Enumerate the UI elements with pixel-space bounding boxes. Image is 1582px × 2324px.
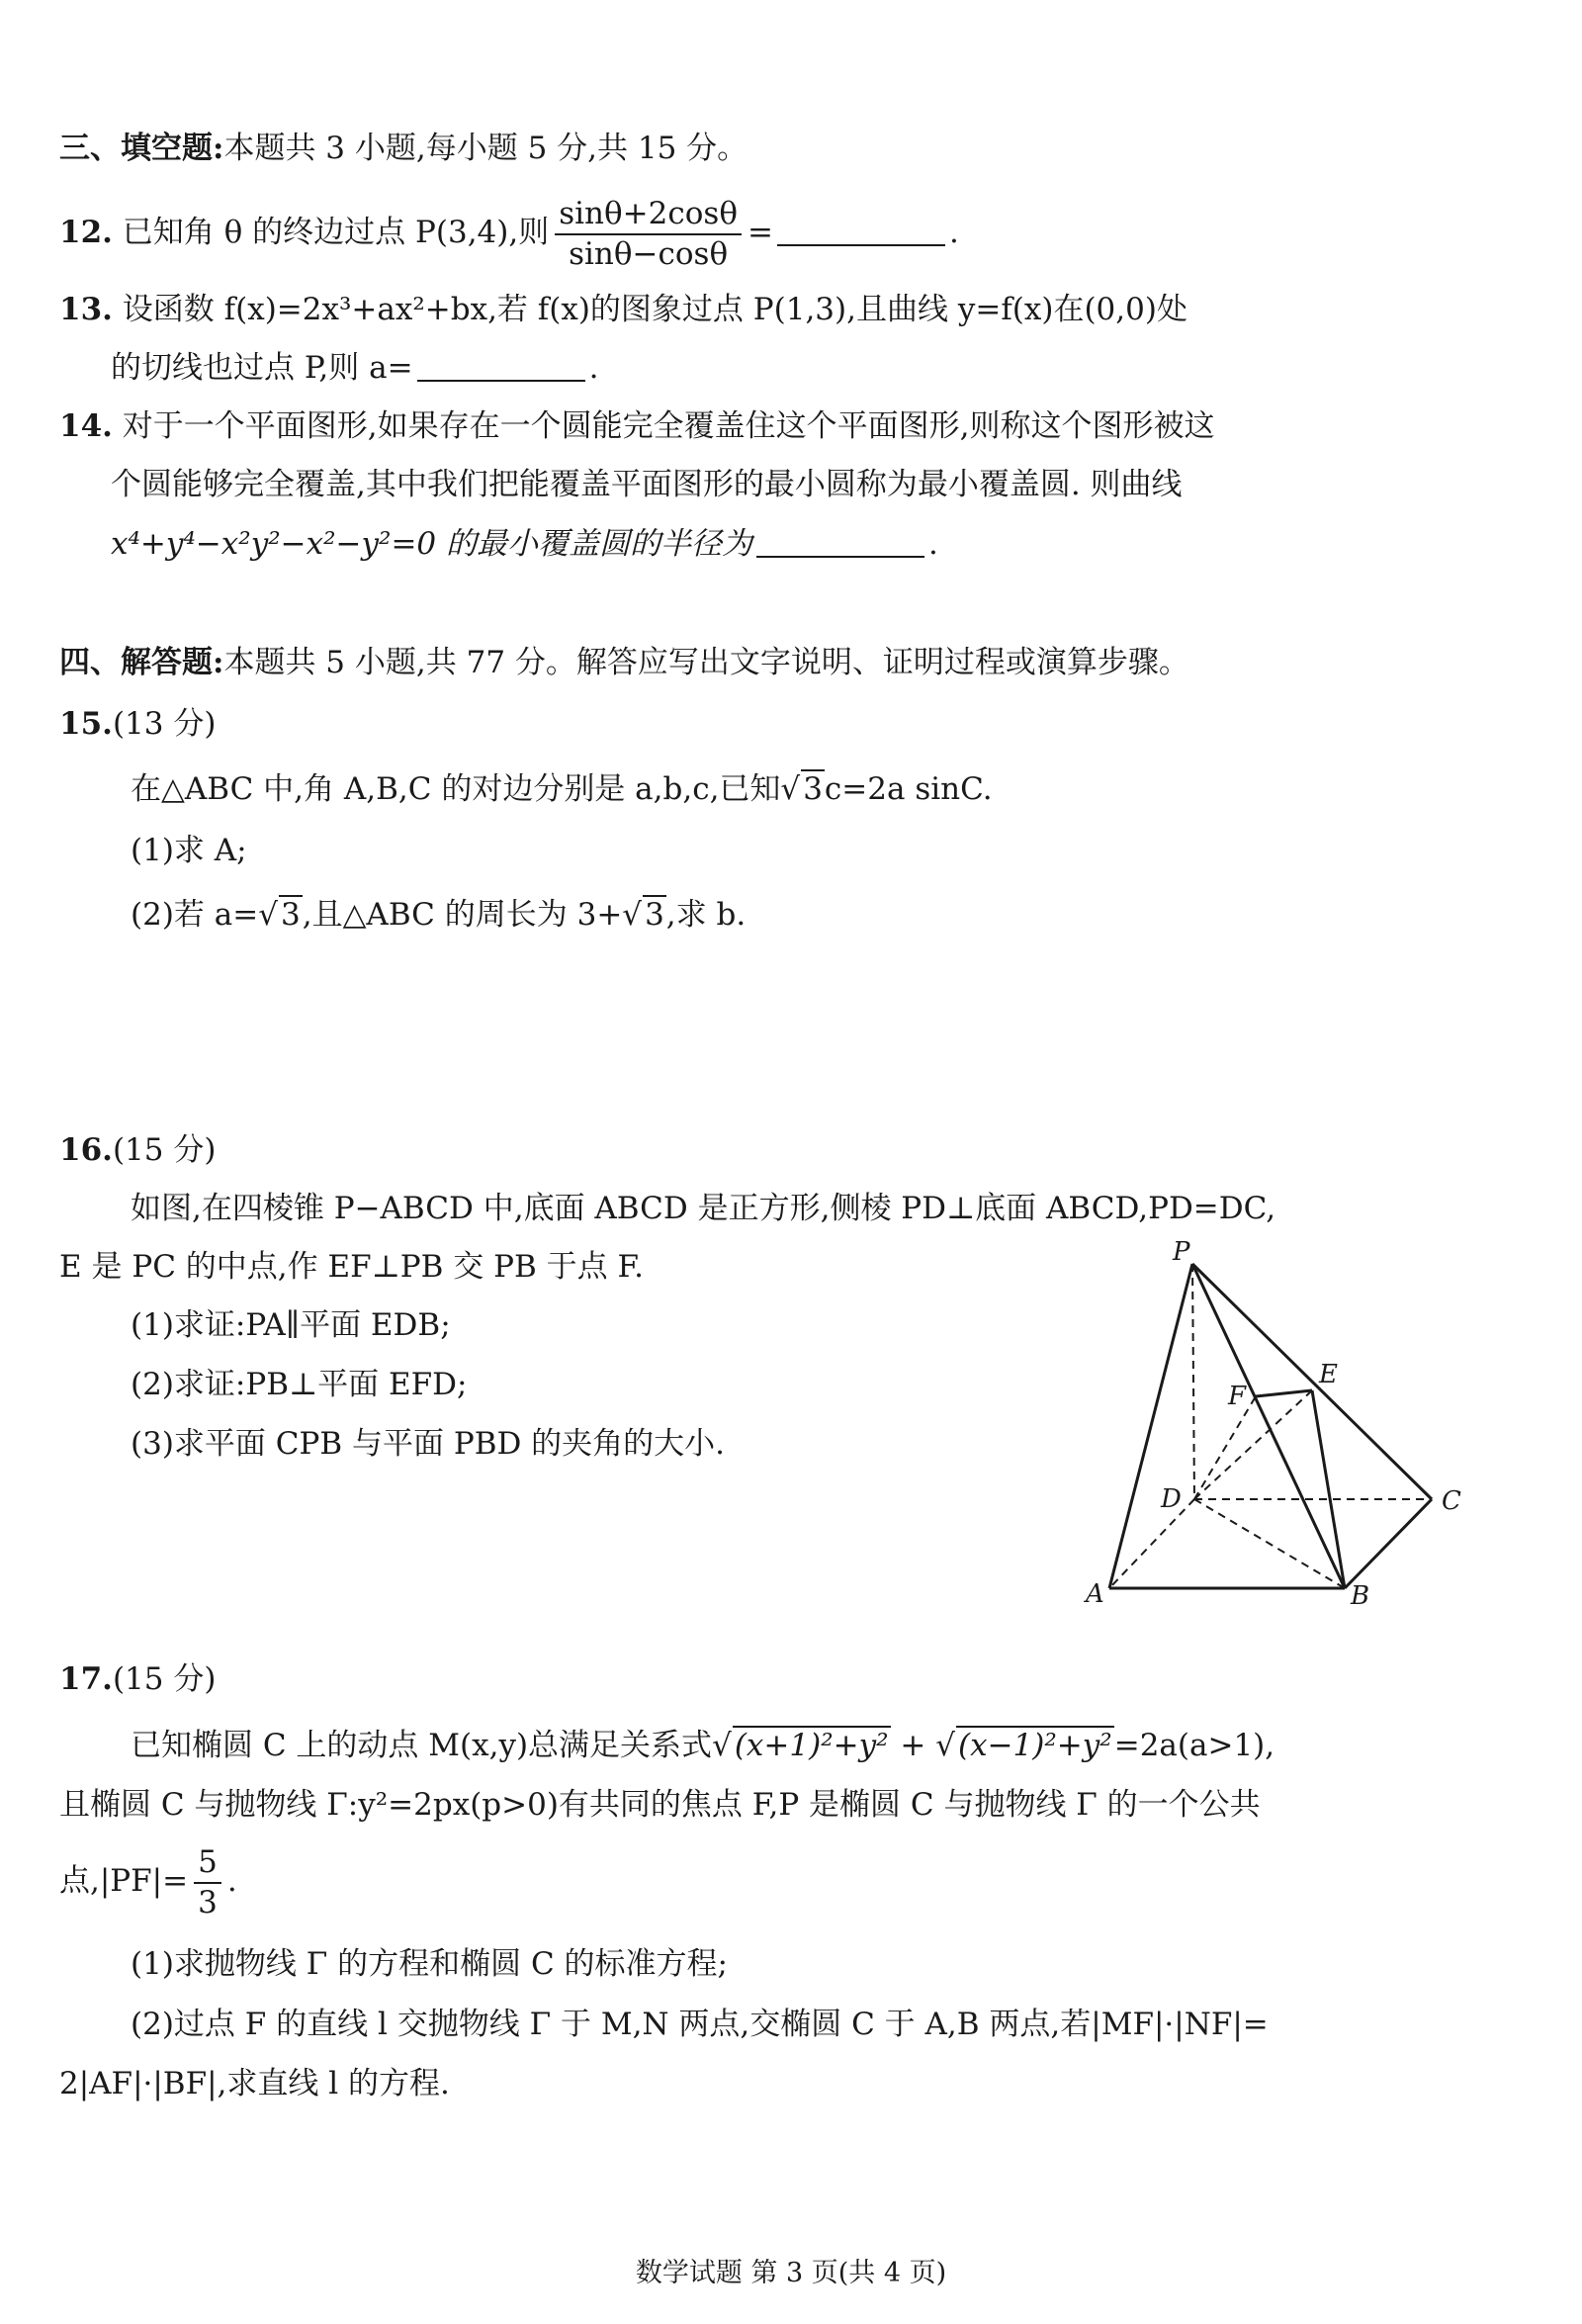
question-13	[59, 290, 1483, 329]
fraction-denominator: sinθ−cosθ	[569, 235, 729, 272]
question-17-score: (15 分)	[112, 1661, 217, 1697]
question-14-line2-row	[111, 465, 1535, 504]
question-14	[59, 406, 1483, 446]
question-17-part2-line1: (2)过点 F 的直线 l 交抛物线 Γ 于 M,N 两点,交椭圆 C 于 A,B 两点,若|MF|·|NF|=	[131, 2007, 1269, 2042]
question-15-header	[59, 704, 1483, 744]
question-13-line2: 的切线也过点 P,则 a=	[111, 350, 413, 386]
fraction-5-3	[194, 1845, 221, 1919]
question-17-part2	[131, 2005, 1554, 2044]
label-D: D	[1161, 1484, 1182, 1514]
section4-heading	[59, 643, 1483, 682]
question-17-line2: 且椭圆 C 与抛物线 Γ:y²=2px(p>0)有共同的焦点 F,P 是椭圆 C 与抛物线 Γ 的一个公共	[59, 1787, 1261, 1823]
question-13-cont	[111, 348, 1535, 388]
section3-title: 三、填空题:	[59, 131, 224, 166]
sqrt-expression-1: (x+1)²+y²	[734, 1728, 889, 1763]
sqrt-expression-2: (x−1)²+y²	[958, 1728, 1112, 1763]
edge-BC	[1345, 1499, 1432, 1588]
question-12-text: 已知角 θ 的终边过点 P(3,4),则	[122, 215, 550, 250]
sqrt-3: 3	[803, 771, 823, 807]
question-17-line1-b: =2a(a>1),	[1113, 1728, 1275, 1763]
question-17-line2-row	[59, 1785, 1483, 1825]
question-12-end: .	[948, 215, 959, 250]
label-E: E	[1319, 1360, 1338, 1389]
sqrt-3: 3	[645, 897, 664, 933]
question-14-line3: x⁴+y⁴−x²y²−x²−y²=0 的最小覆盖圆的半径为	[111, 526, 753, 562]
answer-blank-12[interactable]	[777, 217, 945, 246]
section3-heading	[59, 129, 1483, 168]
question-15-score: (13 分)	[112, 706, 217, 742]
question-12-equals: =	[747, 215, 773, 250]
edge-PD	[1192, 1264, 1194, 1499]
question-17-part2-line2: 2|AF|·|BF|,求直线 l 的方程.	[59, 2066, 450, 2101]
question-14-line3-row	[111, 524, 1535, 564]
question-14-line2: 个圆能够完全覆盖,其中我们把能覆盖平面图形的最小圆称为最小覆盖圆. 则曲线	[111, 467, 1183, 502]
question-17-part2-cont	[59, 2064, 1483, 2103]
question-16-part1-text: (1)求证:PA∥平面 EDB;	[131, 1307, 451, 1343]
question-17-part1-text: (1)求抛物线 Γ 的方程和椭圆 C 的标准方程;	[131, 1946, 728, 1982]
label-C: C	[1442, 1486, 1461, 1516]
page-footer: 数学试题 第 3 页(共 4 页)	[635, 2258, 947, 2288]
question-17-line3	[59, 1841, 1483, 1921]
question-16-line1-row	[131, 1189, 1554, 1228]
question-15-stem-b: c=2a sinC.	[824, 771, 993, 807]
sqrt-3: 3	[281, 897, 301, 933]
question-17-line1-a: 已知椭圆 C 上的动点 M(x,y)总满足关系式	[131, 1728, 713, 1763]
edge-PA	[1109, 1264, 1192, 1588]
label-F: F	[1228, 1382, 1247, 1411]
fraction-denominator: 3	[198, 1884, 218, 1921]
label-A: A	[1086, 1579, 1104, 1609]
question-16-number: 16.	[59, 1132, 113, 1168]
question-13-end: .	[588, 350, 599, 386]
question-15-part2-b: ,且△ABC 的周长为 3+	[302, 897, 623, 933]
section3-desc: 本题共 3 小题,每小题 5 分,共 15 分。	[223, 131, 748, 166]
edge-DB	[1194, 1499, 1345, 1588]
question-12	[59, 193, 1483, 272]
question-17-number: 17.	[59, 1661, 113, 1697]
answer-blank-13[interactable]	[417, 352, 585, 382]
question-16-line1: 如图,在四棱锥 P−ABCD 中,底面 ABCD 是正方形,侧棱 PD⊥底面 ABCD,PD=DC,	[131, 1191, 1276, 1226]
edge-EF	[1256, 1390, 1312, 1396]
pyramid-figure	[1078, 1236, 1493, 1612]
question-17-header	[59, 1659, 1483, 1699]
question-17-line3-a: 点,|PF|=	[59, 1863, 189, 1899]
edge-EB	[1312, 1390, 1345, 1588]
question-15-part2-a: (2)若 a=	[131, 897, 259, 933]
question-13-number: 13.	[59, 292, 113, 327]
question-15-stem-a: 在△ABC 中,角 A,B,C 的对边分别是 a,b,c,已知	[131, 771, 781, 807]
question-16-part2-text: (2)求证:PB⊥平面 EFD;	[131, 1367, 468, 1402]
question-15-part2: (2)若 a=√3,且△ABC 的周长为 3+√3,求 b.	[131, 897, 747, 933]
answer-blank-14[interactable]	[756, 528, 924, 558]
edge-DF	[1194, 1396, 1256, 1499]
fraction-numerator: sinθ+2cosθ	[555, 197, 742, 234]
edge-PB	[1192, 1264, 1345, 1588]
plus-sign: +	[890, 1728, 936, 1763]
question-16-score: (15 分)	[112, 1132, 217, 1168]
question-14-end: .	[928, 526, 938, 562]
question-12-number: 12.	[59, 215, 113, 250]
question-15-number: 15.	[59, 706, 113, 742]
section4-title: 四、解答题:	[59, 645, 224, 680]
question-14-line1: 对于一个平面图形,如果存在一个圆能完全覆盖住这个平面图形,则称这个图形被这	[122, 408, 1215, 444]
section4-desc: 本题共 5 小题,共 77 分。解答应写出文字说明、证明过程或演算步骤。	[223, 645, 1189, 680]
question-15-part2-c: ,求 b.	[665, 897, 747, 933]
question-15-part1	[131, 831, 1554, 870]
label-P: P	[1173, 1237, 1190, 1267]
question-16-line2: E 是 PC 的中点,作 EF⊥PB 交 PB 于点 F.	[59, 1249, 644, 1285]
question-17-line1: 已知椭圆 C 上的动点 M(x,y)总满足关系式√(x+1)²+y² + √(x−1)²+y²=2a(a>1),	[131, 1728, 1275, 1763]
question-12-fraction	[555, 197, 742, 270]
question-15-part1-text: (1)求 A;	[131, 833, 247, 868]
question-17-part1	[131, 1944, 1554, 1984]
question-16-header	[59, 1130, 1483, 1170]
label-B: B	[1351, 1581, 1370, 1611]
question-16-part3-text: (3)求平面 CPB 与平面 PBD 的夹角的大小.	[131, 1426, 726, 1462]
question-14-number: 14.	[59, 408, 113, 444]
question-13-line1: 设函数 f(x)=2x³+ax²+bx,若 f(x)的图象过点 P(1,3),且曲线 y=f(x)在(0,0)处	[122, 292, 1187, 327]
question-15-stem: 在△ABC 中,角 A,B,C 的对边分别是 a,b,c,已知√3c=2a sinC.	[131, 771, 993, 807]
fraction-numerator: 5	[194, 1845, 221, 1883]
question-17-line3-b: .	[226, 1863, 237, 1899]
